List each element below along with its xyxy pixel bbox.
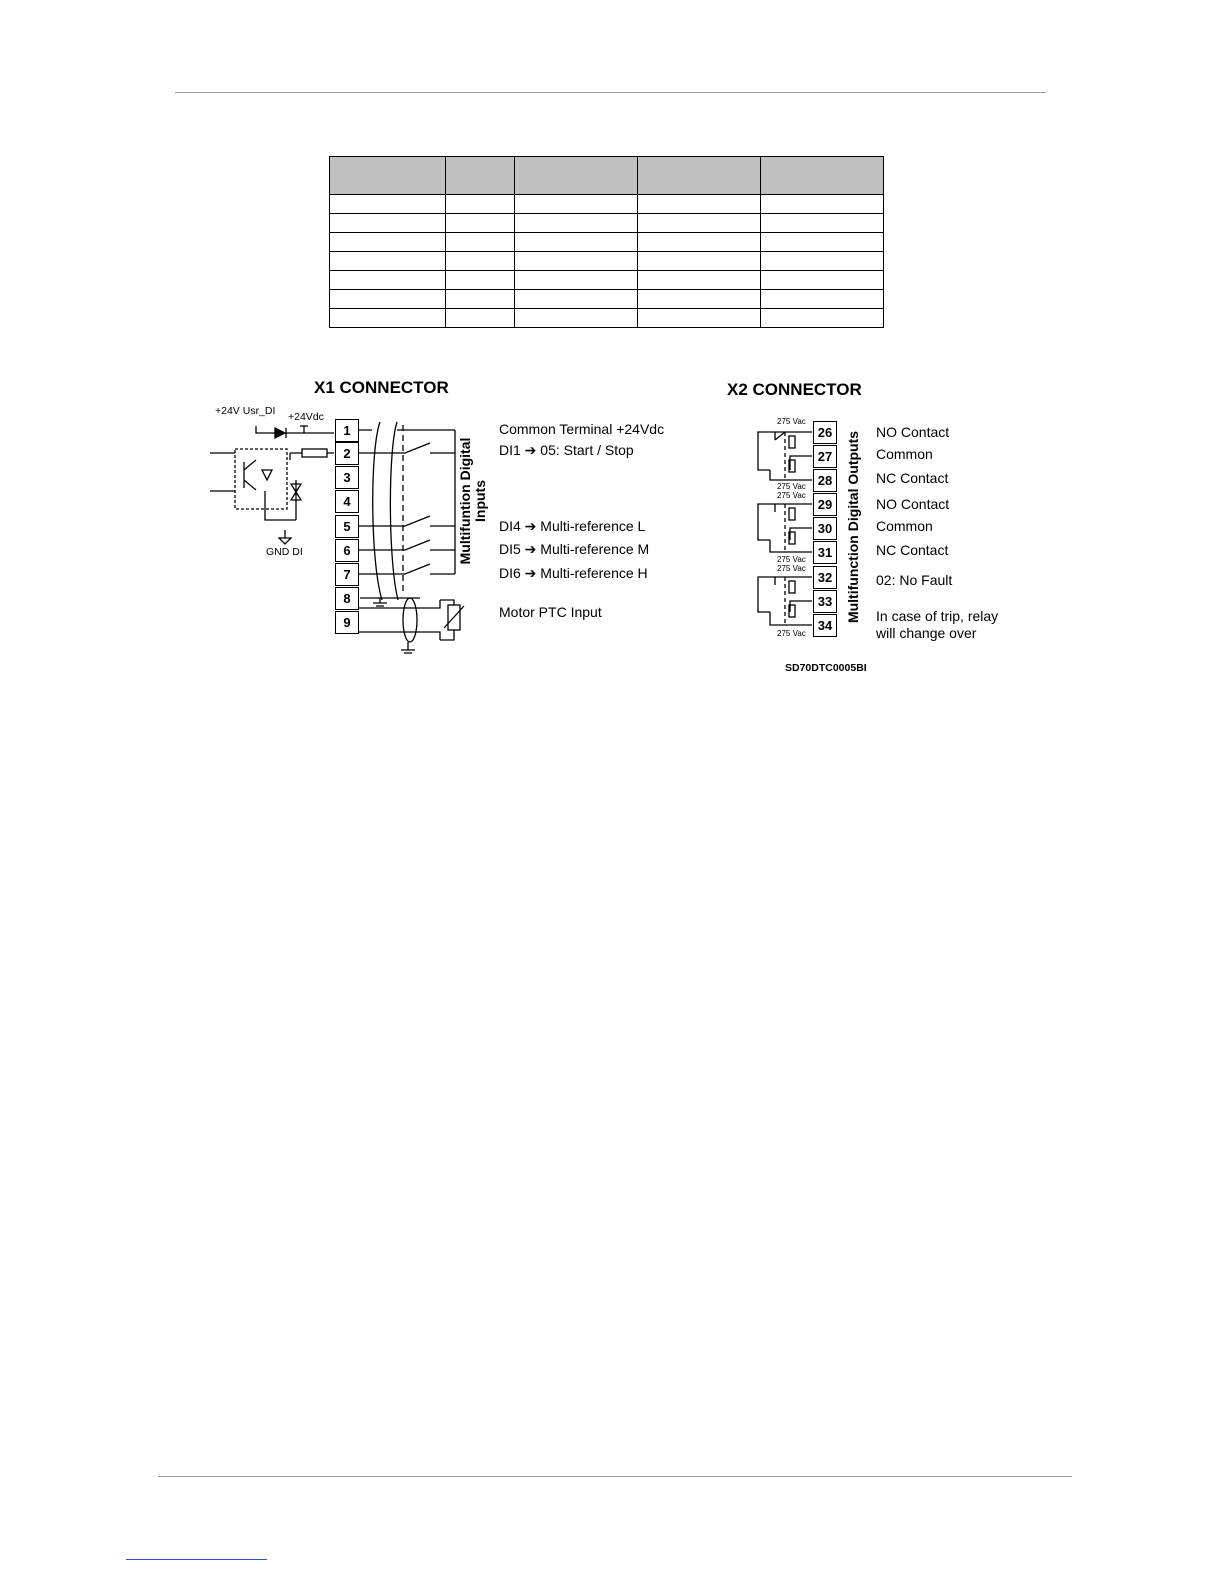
gnd-di-label: GND DI [266,546,303,558]
x1-terminal-6: 6 [335,539,359,562]
varistor-icon [789,581,795,593]
voltage-label: 275 Vac [777,491,806,500]
varistor-icon [789,436,795,448]
ptc-shield [403,598,417,642]
footer-rule [158,1476,1072,1477]
x1-side-label-line1: Multifuntion Digital [457,437,473,565]
x1-terminal-7: 7 [335,563,359,586]
x1-desc-7: DI6 ➔ Multi-reference H [499,565,648,581]
voltage-label: 275 Vac [777,564,806,573]
wiring-diagram [0,0,1224,700]
x2-side-label: Multifunction Digital Outputs [845,430,861,624]
optocoupler-icon [235,449,287,509]
x2-desc-27: Common [876,446,933,462]
vdc-label: +24Vdc [288,411,324,423]
x2-connector-title: X2 CONNECTOR [727,380,862,399]
x2-desc-28: NC Contact [876,470,949,486]
x2-terminal-34: 34 [813,614,837,637]
x2-desc-34: will change over [876,625,977,641]
x2-desc-32: 02: No Fault [876,572,953,588]
ground-icon [360,598,420,606]
supply-wire [256,426,275,433]
switch-di1 [372,443,455,453]
x1-terminal-4: 4 [335,490,359,513]
x2-desc-29: NO Contact [876,496,950,512]
x1-terminal-2: 2 [335,442,359,465]
switch-di5 [372,540,455,550]
switch-di6 [372,564,455,574]
varistor-icon [789,508,795,520]
shield-cable [373,422,398,600]
ground-icon [401,642,415,653]
x1-terminal-8: 8 [335,587,359,610]
x2-desc-30: Common [876,518,933,534]
x2-terminal-27: 27 [813,445,837,468]
x2-terminal-26: 26 [813,421,837,444]
x1-desc-6: DI5 ➔ Multi-reference M [499,541,650,557]
ground-icon [279,530,291,544]
x1-side-label [458,431,492,571]
voltage-label: 275 Vac [777,417,806,426]
resistor-icon [302,449,327,457]
x1-terminal-9: 9 [335,611,359,634]
x1-connector-title: X1 CONNECTOR [314,378,449,397]
supply-label: +24V Usr_DI [215,405,276,417]
x1-desc-9: Motor PTC Input [499,604,602,620]
voltage-label: 275 Vac [777,629,806,638]
x2-terminal-33: 33 [813,590,837,613]
x2-terminal-29: 29 [813,493,837,516]
x2-desc-31: NC Contact [876,542,949,558]
x2-terminal-28: 28 [813,469,837,492]
footnote-link-underline[interactable] [126,1559,267,1560]
x1-terminal-3: 3 [335,466,359,489]
x1-terminal-1: 1 [335,419,359,442]
x2-desc-26: NO Contact [876,424,950,440]
x2-terminal-31: 31 [813,541,837,564]
x1-desc-5: DI4 ➔ Multi-reference L [499,518,646,534]
x1-terminal-5: 5 [335,515,359,538]
x1-side-label-line2: Inputs [471,480,488,522]
x2-desc-33: In case of trip, relay [876,608,999,624]
figure-code: SD70DTC0005BI [785,662,867,674]
diode-icon [275,428,285,438]
x2-terminal-32: 32 [813,566,837,589]
x1-desc-2: DI1 ➔ 05: Start / Stop [499,442,634,458]
x1-desc-1: Common Terminal +24Vdc [499,421,665,437]
voltage-label: 275 Vac [777,555,806,564]
x2-terminal-30: 30 [813,517,837,540]
voltage-label: 275 Vac [777,482,806,491]
switch-di4 [372,516,455,526]
